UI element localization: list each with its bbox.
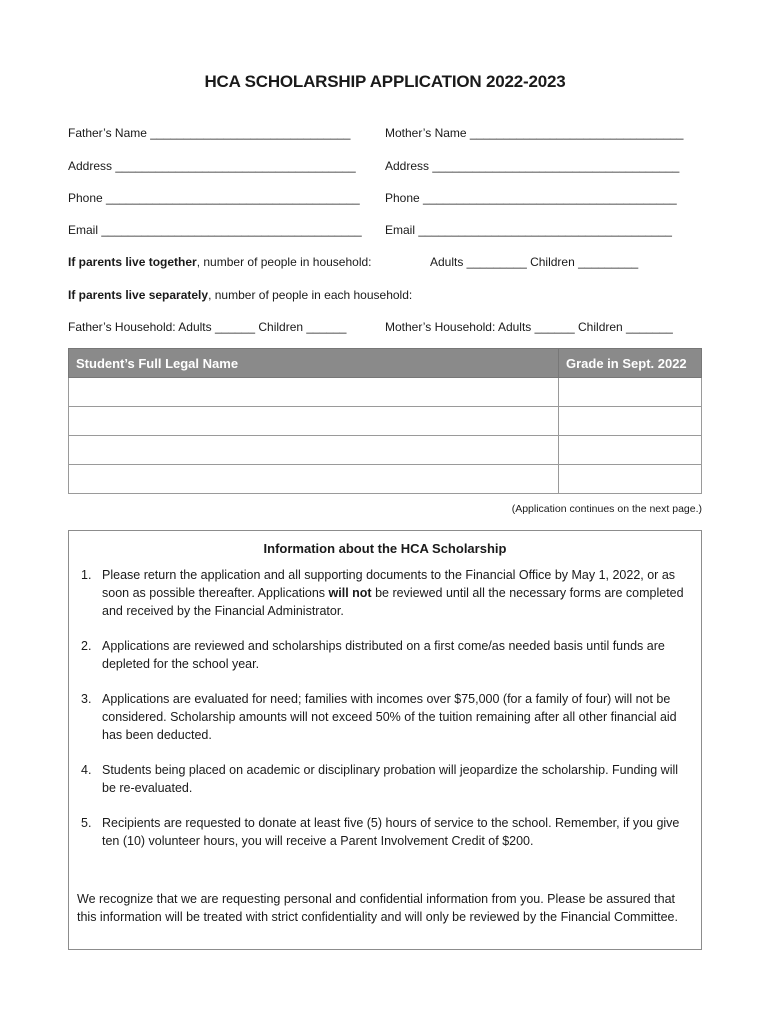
list-text: Please return the application and all supporting documents to the Financial Office by May 1, 2022, or as soon as possible thereafter. Applications [102,568,676,600]
table-row [69,465,702,494]
student-name-cell[interactable] [69,407,559,436]
household-together-label [68,255,372,269]
table-row [69,436,702,465]
table-row [69,407,702,436]
mother-email-field[interactable]: Email ______________________________________ [385,223,672,237]
students-table [68,348,702,494]
household-separate-bold: If parents live separately [68,288,209,302]
grade-cell[interactable] [559,378,702,407]
list-text: Applications are reviewed and scholarships distributed on a first come/as needed basis until funds are depleted for the school year. [102,639,665,671]
list-number: 2. [81,639,92,653]
father-name-field[interactable]: Father’s Name ______________________________ [68,126,351,140]
grade-cell[interactable] [559,436,702,465]
grade-cell[interactable] [559,465,702,494]
info-list [81,566,693,867]
table-row [69,378,702,407]
list-number: 4. [81,763,92,777]
grade-cell[interactable] [559,407,702,436]
household-together-rest: , number of people in household: [196,255,372,269]
info-box [68,530,702,950]
list-item [81,637,693,673]
list-item [81,690,693,744]
list-item [81,566,693,620]
mother-household-field[interactable]: Mother’s Household: Adults ______ Children _______ [385,320,673,334]
student-name-cell[interactable] [69,465,559,494]
list-number: 3. [81,692,92,706]
info-title: Information about the HCA Scholarship [263,541,507,556]
household-together-counts[interactable]: Adults _________ Children _________ [430,255,639,269]
father-address-field[interactable]: Address ____________________________________ [68,159,356,173]
list-number: 1. [81,568,92,582]
continue-note: (Application continues on the next page.) [511,503,702,515]
page-title: HCA SCHOLARSHIP APPLICATION 2022-2023 [204,72,566,91]
list-text-bold: will not [328,586,372,600]
list-text: Applications are evaluated for need; families with incomes over $75,000 (for a family of four) will not be considered. Scholarship amounts will not exceed 50% of the tuition remaining after all other financial aid has been deducted. [102,692,677,742]
table-header-row [69,349,702,378]
mother-address-field[interactable]: Address _____________________________________ [385,159,680,173]
student-name-cell[interactable] [69,436,559,465]
household-separate-rest: , number of people in each household: [208,288,413,302]
student-name-cell[interactable] [69,378,559,407]
household-together-bold: If parents live together [68,255,197,269]
student-name-header: Student’s Full Legal Name [69,349,559,378]
list-item [81,761,693,797]
father-email-field[interactable]: Email _______________________________________ [68,223,362,237]
closing-paragraph: We recognize that we are requesting personal and confidential information from you. Please be assured that this information will be treated with strict confidentiality and will only be reviewed by the Financial Committee. [77,892,678,924]
list-text: Recipients are requested to donate at least five (5) hours of service to the school. Remember, if you give ten (10) volunteer hours, you will receive a Parent Involvement Credit of $200. [102,816,680,848]
list-text-after: be reviewed until all the necessary forms are completed and received by the Financial Administrator. [102,586,684,618]
father-phone-field[interactable]: Phone ______________________________________ [68,191,360,205]
father-household-field[interactable]: Father’s Household: Adults ______ Children ______ [68,320,347,334]
list-text: Students being placed on academic or disciplinary probation will jeopardize the scholarship. Funding will be re-evaluated. [102,763,679,795]
list-number: 5. [81,816,92,830]
mother-name-field[interactable]: Mother’s Name ________________________________ [385,126,684,140]
list-item [81,814,693,850]
household-separate-label [68,288,412,302]
grade-header: Grade in Sept. 2022 [559,349,702,378]
mother-phone-field[interactable]: Phone ______________________________________ [385,191,677,205]
